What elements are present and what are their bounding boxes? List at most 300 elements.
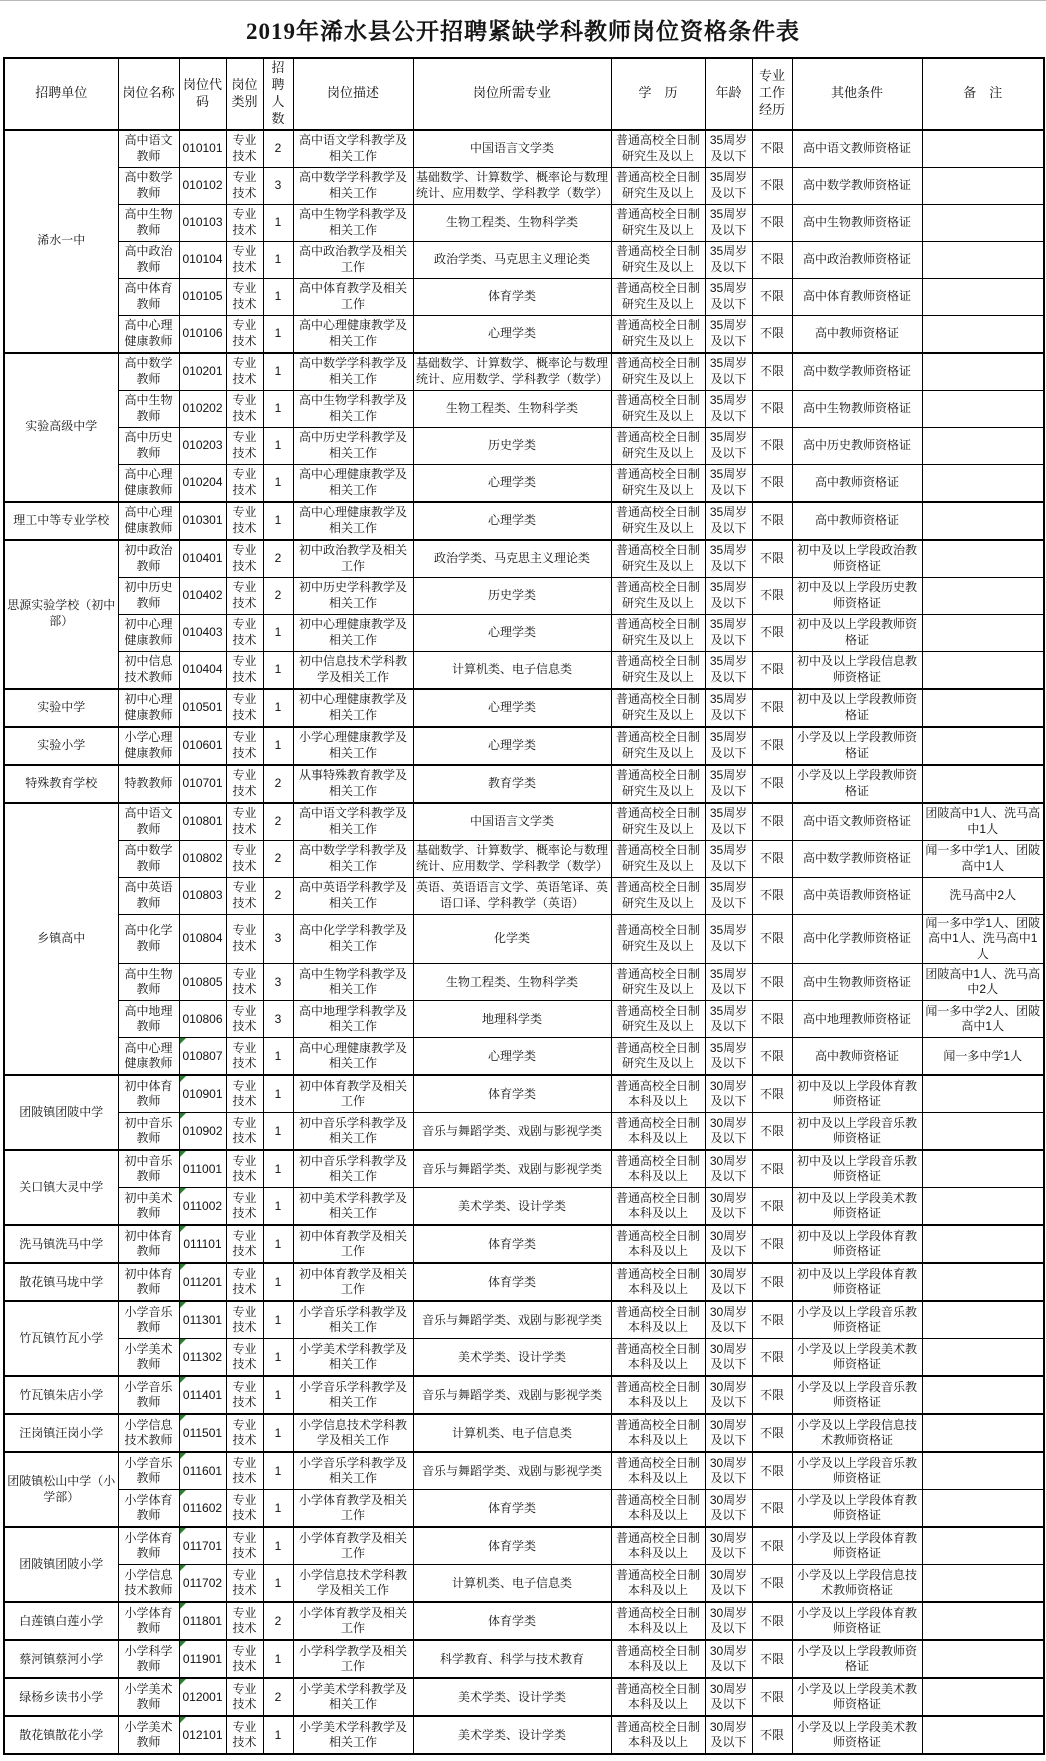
- description-cell: 初中音乐学科教学及相关工作: [293, 1113, 413, 1151]
- majors-cell: 基础数学、计算数学、概率论与数理统计、应用数学、学科教学（数学）: [413, 353, 611, 391]
- majors-cell: 美术学类、设计学类: [413, 1716, 611, 1754]
- education-cell: 普通高校全日制研究生及以上: [611, 964, 705, 1001]
- other-conditions-cell: 高中化学教师资格证: [792, 914, 922, 964]
- age-cell: 35周岁及以下: [705, 964, 752, 1001]
- table-row: [4, 1490, 1044, 1528]
- position-name-cell: 初中体育教师: [118, 1225, 179, 1263]
- experience-cell: 不限: [752, 167, 792, 204]
- other-conditions-cell: 高中语文教师资格证: [792, 130, 922, 168]
- table-row: [4, 1452, 1044, 1490]
- other-conditions-cell: 高中地理教师资格证: [792, 1001, 922, 1038]
- age-cell: 30周岁及以下: [705, 1113, 752, 1151]
- other-conditions-cell: 小学及以上学段美术教师资格证: [792, 1716, 922, 1754]
- table-row: [4, 315, 1044, 353]
- majors-cell: 心理学类: [413, 1038, 611, 1076]
- description-cell: 从事特殊教育教学及相关工作: [293, 765, 413, 803]
- education-cell: 普通高校全日制本科及以上: [611, 1113, 705, 1151]
- remark-cell: [922, 540, 1044, 578]
- description-cell: 小学体育教学及相关工作: [293, 1527, 413, 1565]
- positions-table: [3, 57, 1045, 1755]
- education-cell: 普通高校全日制本科及以上: [611, 1490, 705, 1528]
- position-name-cell: 高中体育教师: [118, 278, 179, 315]
- education-cell: 普通高校全日制研究生及以上: [611, 1038, 705, 1076]
- remark-cell: [922, 1225, 1044, 1263]
- education-cell: 普通高校全日制研究生及以上: [611, 803, 705, 841]
- category-cell: 专业技术: [226, 390, 263, 427]
- header-row: [4, 58, 1044, 130]
- other-conditions-cell: 小学及以上学段教师资格证: [792, 765, 922, 803]
- majors-cell: 心理学类: [413, 464, 611, 502]
- column-header-6: 岗位所需专业: [413, 58, 611, 130]
- position-code-cell: 011101: [179, 1225, 226, 1263]
- unit-cell: 理工中等专业学校: [4, 502, 118, 540]
- education-cell: 普通高校全日制研究生及以上: [611, 689, 705, 727]
- age-cell: 35周岁及以下: [705, 241, 752, 278]
- experience-cell: 不限: [752, 1602, 792, 1640]
- remark-cell: 团陂高中1人、洗马高中1人: [922, 803, 1044, 841]
- remark-cell: [922, 130, 1044, 168]
- age-cell: 30周岁及以下: [705, 1602, 752, 1640]
- position-code-cell: 010204: [179, 464, 226, 502]
- remark-cell: [922, 614, 1044, 651]
- description-cell: 高中数学学科教学及相关工作: [293, 840, 413, 877]
- majors-cell: 体育学类: [413, 1075, 611, 1113]
- majors-cell: 化学类: [413, 914, 611, 964]
- unit-cell: 特殊教育学校: [4, 765, 118, 803]
- other-conditions-cell: 高中英语教师资格证: [792, 877, 922, 914]
- description-cell: 高中心理健康教学及相关工作: [293, 464, 413, 502]
- age-cell: 35周岁及以下: [705, 803, 752, 841]
- age-cell: 30周岁及以下: [705, 1452, 752, 1490]
- position-name-cell: 小学科学教师: [118, 1640, 179, 1678]
- majors-cell: 计算机类、电子信息类: [413, 1414, 611, 1452]
- remark-cell: [922, 1339, 1044, 1377]
- position-name-cell: 高中生物教师: [118, 390, 179, 427]
- education-cell: 普通高校全日制研究生及以上: [611, 877, 705, 914]
- age-cell: 35周岁及以下: [705, 765, 752, 803]
- majors-cell: 心理学类: [413, 614, 611, 651]
- count-cell: 2: [263, 540, 293, 578]
- majors-cell: 基础数学、计算数学、概率论与数理统计、应用数学、学科教学（数学）: [413, 167, 611, 204]
- experience-cell: 不限: [752, 241, 792, 278]
- category-cell: 专业技术: [226, 914, 263, 964]
- remark-cell: [922, 1602, 1044, 1640]
- age-cell: 30周岁及以下: [705, 1075, 752, 1113]
- corner-flag-icon: [180, 1717, 186, 1723]
- count-cell: 2: [263, 1602, 293, 1640]
- column-header-4: 招聘人数: [263, 58, 293, 130]
- age-cell: 30周岁及以下: [705, 1640, 752, 1678]
- position-name-cell: 初中音乐教师: [118, 1150, 179, 1188]
- majors-cell: 中国语言文学类: [413, 803, 611, 841]
- age-cell: 35周岁及以下: [705, 651, 752, 689]
- position-code-cell: 010805: [179, 964, 226, 1001]
- table-row: [4, 1640, 1044, 1678]
- count-cell: 3: [263, 914, 293, 964]
- remark-cell: [922, 1452, 1044, 1490]
- table-row: [4, 840, 1044, 877]
- category-cell: 专业技术: [226, 1490, 263, 1528]
- remark-cell: [922, 577, 1044, 614]
- position-code-cell: 010501: [179, 689, 226, 727]
- education-cell: 普通高校全日制研究生及以上: [611, 540, 705, 578]
- unit-cell: 蔡河镇蔡河小学: [4, 1640, 118, 1678]
- education-cell: 普通高校全日制研究生及以上: [611, 278, 705, 315]
- remark-cell: 闻一多中学2人、团陂高中1人: [922, 1001, 1044, 1038]
- position-name-cell: 初中信息技术教师: [118, 651, 179, 689]
- table-row: [4, 1565, 1044, 1603]
- age-cell: 30周岁及以下: [705, 1376, 752, 1414]
- education-cell: 普通高校全日制研究生及以上: [611, 353, 705, 391]
- position-name-cell: 小学音乐教师: [118, 1301, 179, 1339]
- education-cell: 普通高校全日制本科及以上: [611, 1075, 705, 1113]
- experience-cell: 不限: [752, 540, 792, 578]
- position-code-cell: 011301: [179, 1301, 226, 1339]
- table-row: [4, 167, 1044, 204]
- experience-cell: 不限: [752, 803, 792, 841]
- description-cell: 初中心理健康教学及相关工作: [293, 689, 413, 727]
- age-cell: 35周岁及以下: [705, 464, 752, 502]
- experience-cell: 不限: [752, 964, 792, 1001]
- experience-cell: 不限: [752, 651, 792, 689]
- position-name-cell: 高中数学教师: [118, 840, 179, 877]
- count-cell: 2: [263, 765, 293, 803]
- remark-cell: [922, 689, 1044, 727]
- count-cell: 2: [263, 877, 293, 914]
- other-conditions-cell: 高中教师资格证: [792, 464, 922, 502]
- table-row: [4, 1225, 1044, 1263]
- education-cell: 普通高校全日制本科及以上: [611, 1678, 705, 1716]
- count-cell: 1: [263, 1301, 293, 1339]
- other-conditions-cell: 初中及以上学段体育教师资格证: [792, 1075, 922, 1113]
- education-cell: 普通高校全日制研究生及以上: [611, 390, 705, 427]
- table-row: [4, 803, 1044, 841]
- description-cell: 初中信息技术学科教学及相关工作: [293, 651, 413, 689]
- column-header-5: 岗位描述: [293, 58, 413, 130]
- majors-cell: 美术学类、设计学类: [413, 1678, 611, 1716]
- column-header-0: 招聘单位: [4, 58, 118, 130]
- remark-cell: [922, 315, 1044, 353]
- table-row: [4, 1150, 1044, 1188]
- description-cell: 初中体育教学及相关工作: [293, 1225, 413, 1263]
- description-cell: 小学音乐学科教学及相关工作: [293, 1452, 413, 1490]
- majors-cell: 政治学类、马克思主义理论类: [413, 540, 611, 578]
- category-cell: 专业技术: [226, 614, 263, 651]
- position-name-cell: 小学美术教师: [118, 1716, 179, 1754]
- experience-cell: 不限: [752, 877, 792, 914]
- other-conditions-cell: 高中生物教师资格证: [792, 964, 922, 1001]
- remark-cell: [922, 727, 1044, 765]
- experience-cell: 不限: [752, 1075, 792, 1113]
- count-cell: 1: [263, 727, 293, 765]
- position-code-cell: 010804: [179, 914, 226, 964]
- other-conditions-cell: 小学及以上学段教师资格证: [792, 1640, 922, 1678]
- table-row: [4, 651, 1044, 689]
- category-cell: 专业技术: [226, 1716, 263, 1754]
- category-cell: 专业技术: [226, 1301, 263, 1339]
- remark-cell: [922, 1263, 1044, 1301]
- description-cell: 高中历史学科教学及相关工作: [293, 427, 413, 464]
- table-row: [4, 765, 1044, 803]
- remark-cell: 闻一多中学1人、团陂高中1人: [922, 840, 1044, 877]
- position-code-cell: 010402: [179, 577, 226, 614]
- remark-cell: [922, 1075, 1044, 1113]
- table-row: [4, 241, 1044, 278]
- table-row: [4, 1075, 1044, 1113]
- majors-cell: 体育学类: [413, 1225, 611, 1263]
- experience-cell: 不限: [752, 353, 792, 391]
- remark-cell: [922, 278, 1044, 315]
- experience-cell: 不限: [752, 1640, 792, 1678]
- count-cell: 1: [263, 651, 293, 689]
- age-cell: 35周岁及以下: [705, 278, 752, 315]
- table-row: [4, 689, 1044, 727]
- corner-flag-icon: [180, 1603, 186, 1609]
- experience-cell: 不限: [752, 502, 792, 540]
- category-cell: 专业技术: [226, 1414, 263, 1452]
- age-cell: 35周岁及以下: [705, 204, 752, 241]
- category-cell: 专业技术: [226, 167, 263, 204]
- count-cell: 1: [263, 1075, 293, 1113]
- remark-cell: 洗马高中2人: [922, 877, 1044, 914]
- other-conditions-cell: 高中政治教师资格证: [792, 241, 922, 278]
- description-cell: 小学音乐学科教学及相关工作: [293, 1376, 413, 1414]
- other-conditions-cell: 小学及以上学段美术教师资格证: [792, 1678, 922, 1716]
- position-name-cell: 高中化学教师: [118, 914, 179, 964]
- other-conditions-cell: 初中及以上学段政治教师资格证: [792, 540, 922, 578]
- remark-cell: [922, 1301, 1044, 1339]
- education-cell: 普通高校全日制本科及以上: [611, 1565, 705, 1603]
- age-cell: 35周岁及以下: [705, 427, 752, 464]
- majors-cell: 心理学类: [413, 727, 611, 765]
- majors-cell: 生物工程类、生物科学类: [413, 204, 611, 241]
- description-cell: 高中生物学科教学及相关工作: [293, 204, 413, 241]
- table-row: [4, 540, 1044, 578]
- position-name-cell: 高中心理健康教师: [118, 315, 179, 353]
- corner-flag-icon: [180, 1188, 186, 1194]
- table-row: [4, 1263, 1044, 1301]
- description-cell: 高中心理健康教学及相关工作: [293, 502, 413, 540]
- majors-cell: 体育学类: [413, 1527, 611, 1565]
- age-cell: 30周岁及以下: [705, 1188, 752, 1226]
- position-code-cell: 010803: [179, 877, 226, 914]
- position-name-cell: 高中地理教师: [118, 1001, 179, 1038]
- majors-cell: 美术学类、设计学类: [413, 1188, 611, 1226]
- education-cell: 普通高校全日制本科及以上: [611, 1527, 705, 1565]
- majors-cell: 心理学类: [413, 502, 611, 540]
- position-code-cell: 010701: [179, 765, 226, 803]
- majors-cell: 计算机类、电子信息类: [413, 651, 611, 689]
- description-cell: 小学美术学科教学及相关工作: [293, 1678, 413, 1716]
- education-cell: 普通高校全日制研究生及以上: [611, 1001, 705, 1038]
- other-conditions-cell: 小学及以上学段信息技术教师资格证: [792, 1414, 922, 1452]
- count-cell: 1: [263, 1150, 293, 1188]
- corner-flag-icon: [180, 1565, 186, 1571]
- other-conditions-cell: 小学及以上学段体育教师资格证: [792, 1602, 922, 1640]
- unit-cell: 团陂镇团陂小学: [4, 1527, 118, 1602]
- page-title: 2019年浠水县公开招聘紧缺学科教师岗位资格条件表: [246, 19, 800, 44]
- age-cell: 30周岁及以下: [705, 1301, 752, 1339]
- education-cell: 普通高校全日制研究生及以上: [611, 167, 705, 204]
- category-cell: 专业技术: [226, 315, 263, 353]
- experience-cell: 不限: [752, 1038, 792, 1076]
- education-cell: 普通高校全日制研究生及以上: [611, 840, 705, 877]
- table-row: [4, 1602, 1044, 1640]
- description-cell: 初中体育教学及相关工作: [293, 1263, 413, 1301]
- category-cell: 专业技术: [226, 427, 263, 464]
- other-conditions-cell: 初中及以上学段音乐教师资格证: [792, 1113, 922, 1151]
- unit-cell: 散花镇马垅中学: [4, 1263, 118, 1301]
- majors-cell: 中国语言文学类: [413, 130, 611, 168]
- unit-cell: 竹瓦镇朱店小学: [4, 1376, 118, 1414]
- age-cell: 30周岁及以下: [705, 1263, 752, 1301]
- education-cell: 普通高校全日制研究生及以上: [611, 765, 705, 803]
- corner-flag-icon: [180, 1453, 186, 1459]
- description-cell: 小学音乐学科教学及相关工作: [293, 1301, 413, 1339]
- majors-cell: 英语、英语语言文学、英语笔译、英语口译、学科教学（英语）: [413, 877, 611, 914]
- age-cell: 30周岁及以下: [705, 1565, 752, 1603]
- table-row: [4, 1038, 1044, 1076]
- age-cell: 30周岁及以下: [705, 1678, 752, 1716]
- remark-cell: [922, 1490, 1044, 1528]
- position-code-cell: 010901: [179, 1075, 226, 1113]
- remark-cell: [922, 1414, 1044, 1452]
- description-cell: 高中化学学科教学及相关工作: [293, 914, 413, 964]
- unit-cell: 关口镇大灵中学: [4, 1150, 118, 1225]
- position-code-cell: 011701: [179, 1527, 226, 1565]
- count-cell: 1: [263, 1188, 293, 1226]
- count-cell: 2: [263, 130, 293, 168]
- experience-cell: 不限: [752, 1001, 792, 1038]
- description-cell: 高中生物学科教学及相关工作: [293, 390, 413, 427]
- unit-cell: 洗马镇洗马中学: [4, 1225, 118, 1263]
- unit-cell: 实验高级中学: [4, 353, 118, 502]
- position-name-cell: 小学音乐教师: [118, 1376, 179, 1414]
- category-cell: 专业技术: [226, 1602, 263, 1640]
- age-cell: 35周岁及以下: [705, 1038, 752, 1076]
- experience-cell: 不限: [752, 1113, 792, 1151]
- corner-flag-icon: [180, 1038, 186, 1044]
- unit-cell: 实验小学: [4, 727, 118, 765]
- position-code-cell: 011001: [179, 1150, 226, 1188]
- experience-cell: 不限: [752, 1565, 792, 1603]
- position-name-cell: 小学信息技术教师: [118, 1565, 179, 1603]
- position-name-cell: 初中美术教师: [118, 1188, 179, 1226]
- majors-cell: 音乐与舞蹈学类、戏剧与影视学类: [413, 1301, 611, 1339]
- age-cell: 35周岁及以下: [705, 502, 752, 540]
- majors-cell: 体育学类: [413, 1490, 611, 1528]
- category-cell: 专业技术: [226, 1339, 263, 1377]
- table-row: [4, 614, 1044, 651]
- position-code-cell: 012101: [179, 1716, 226, 1754]
- position-name-cell: 初中心理健康教师: [118, 614, 179, 651]
- remark-cell: [922, 765, 1044, 803]
- position-code-cell: 011901: [179, 1640, 226, 1678]
- experience-cell: 不限: [752, 914, 792, 964]
- remark-cell: [922, 427, 1044, 464]
- age-cell: 35周岁及以下: [705, 167, 752, 204]
- remark-cell: [922, 390, 1044, 427]
- majors-cell: 音乐与舞蹈学类、戏剧与影视学类: [413, 1150, 611, 1188]
- other-conditions-cell: 小学及以上学段音乐教师资格证: [792, 1376, 922, 1414]
- table-row: [4, 1188, 1044, 1226]
- position-code-cell: 010106: [179, 315, 226, 353]
- category-cell: 专业技术: [226, 765, 263, 803]
- unit-cell: 绿杨乡读书小学: [4, 1678, 118, 1716]
- description-cell: 初中历史学科教学及相关工作: [293, 577, 413, 614]
- remark-cell: [922, 1527, 1044, 1565]
- education-cell: 普通高校全日制本科及以上: [611, 1150, 705, 1188]
- table-row: [4, 1527, 1044, 1565]
- position-code-cell: 010301: [179, 502, 226, 540]
- age-cell: 30周岁及以下: [705, 1150, 752, 1188]
- position-code-cell: 010403: [179, 614, 226, 651]
- experience-cell: 不限: [752, 840, 792, 877]
- experience-cell: 不限: [752, 614, 792, 651]
- remark-cell: [922, 167, 1044, 204]
- position-name-cell: 高中英语教师: [118, 877, 179, 914]
- education-cell: 普通高校全日制本科及以上: [611, 1376, 705, 1414]
- majors-cell: 历史学类: [413, 577, 611, 614]
- category-cell: 专业技术: [226, 1678, 263, 1716]
- experience-cell: 不限: [752, 1490, 792, 1528]
- description-cell: 高中语文学科教学及相关工作: [293, 130, 413, 168]
- table-row: [4, 1339, 1044, 1377]
- table-row: [4, 390, 1044, 427]
- category-cell: 专业技术: [226, 204, 263, 241]
- education-cell: 普通高校全日制研究生及以上: [611, 502, 705, 540]
- other-conditions-cell: 初中及以上学段体育教师资格证: [792, 1263, 922, 1301]
- position-code-cell: 010806: [179, 1001, 226, 1038]
- count-cell: 1: [263, 1113, 293, 1151]
- description-cell: 初中心理健康教学及相关工作: [293, 614, 413, 651]
- other-conditions-cell: 初中及以上学段美术教师资格证: [792, 1188, 922, 1226]
- other-conditions-cell: 高中数学教师资格证: [792, 167, 922, 204]
- table-row: [4, 1414, 1044, 1452]
- description-cell: 高中心理健康教学及相关工作: [293, 315, 413, 353]
- remark-cell: [922, 502, 1044, 540]
- unit-cell: 乡镇高中: [4, 803, 118, 1076]
- education-cell: 普通高校全日制研究生及以上: [611, 614, 705, 651]
- other-conditions-cell: 高中教师资格证: [792, 502, 922, 540]
- description-cell: 初中政治教学及相关工作: [293, 540, 413, 578]
- description-cell: 高中语文学科教学及相关工作: [293, 803, 413, 841]
- other-conditions-cell: 小学及以上学段体育教师资格证: [792, 1490, 922, 1528]
- table-row: [4, 353, 1044, 391]
- unit-cell: 团陂镇团陂中学: [4, 1075, 118, 1150]
- position-code-cell: 010801: [179, 803, 226, 841]
- category-cell: 专业技术: [226, 1188, 263, 1226]
- category-cell: 专业技术: [226, 651, 263, 689]
- position-code-cell: 011702: [179, 1565, 226, 1603]
- description-cell: 高中数学学科教学及相关工作: [293, 167, 413, 204]
- experience-cell: 不限: [752, 1678, 792, 1716]
- category-cell: 专业技术: [226, 1452, 263, 1490]
- experience-cell: 不限: [752, 1527, 792, 1565]
- table-row: [4, 502, 1044, 540]
- age-cell: 35周岁及以下: [705, 130, 752, 168]
- position-name-cell: 小学信息技术教师: [118, 1414, 179, 1452]
- age-cell: 35周岁及以下: [705, 353, 752, 391]
- remark-cell: [922, 1565, 1044, 1603]
- age-cell: 35周岁及以下: [705, 727, 752, 765]
- count-cell: 1: [263, 1527, 293, 1565]
- experience-cell: 不限: [752, 464, 792, 502]
- count-cell: 1: [263, 1339, 293, 1377]
- category-cell: 专业技术: [226, 241, 263, 278]
- position-code-cell: 011302: [179, 1339, 226, 1377]
- description-cell: 高中地理学科教学及相关工作: [293, 1001, 413, 1038]
